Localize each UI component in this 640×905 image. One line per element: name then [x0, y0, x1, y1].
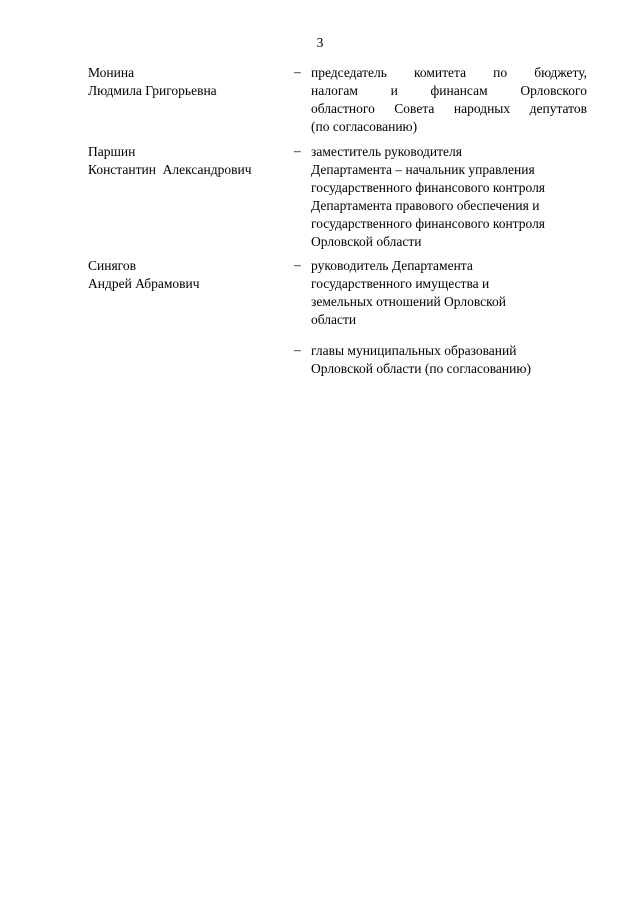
position-line: области	[311, 312, 357, 327]
position-line: Орловской области (по согласованию)	[311, 361, 531, 376]
position-line: Орловской области	[311, 234, 422, 249]
position-line: Департамента – начальник управления	[311, 162, 535, 177]
member-position	[311, 143, 587, 251]
entry-dash: –	[294, 143, 301, 158]
member-surname: Синягов	[88, 258, 136, 273]
position-line: налогам и финансам Орловского	[311, 83, 587, 98]
entry-dash: –	[294, 257, 301, 272]
entry-dash: –	[294, 342, 301, 357]
member-given-names: Людмила Григорьевна	[88, 83, 217, 98]
member-name	[88, 257, 288, 293]
member-name	[88, 64, 288, 100]
member-position	[311, 342, 587, 378]
member-given-names: Константин Александрович	[88, 162, 252, 177]
position-line: областного Совета народных депутатов	[311, 101, 587, 116]
position-line: государственного имущества и	[311, 276, 490, 291]
entry-dash: –	[294, 64, 301, 79]
position-line: (по согласованию)	[311, 119, 418, 134]
page-number: 3	[316, 35, 324, 50]
position-line: государственного финансового контроля	[311, 216, 546, 231]
position-line: руководитель Департамента	[311, 258, 473, 273]
position-line: главы муниципальных образований	[311, 343, 517, 358]
member-given-names: Андрей Абрамович	[88, 276, 200, 291]
member-name	[88, 143, 288, 179]
member-surname: Монина	[88, 65, 135, 80]
member-position	[311, 64, 587, 136]
position-line: государственного финансового контроля	[311, 180, 546, 195]
position-line: председатель комитета по бюджету,	[311, 65, 587, 80]
member-surname: Паршин	[88, 144, 136, 159]
position-line: земельных отношений Орловской	[311, 294, 506, 309]
member-position	[311, 257, 587, 329]
position-line: заместитель руководителя	[311, 144, 462, 159]
position-line: Департамента правового обеспечения и	[311, 198, 540, 213]
